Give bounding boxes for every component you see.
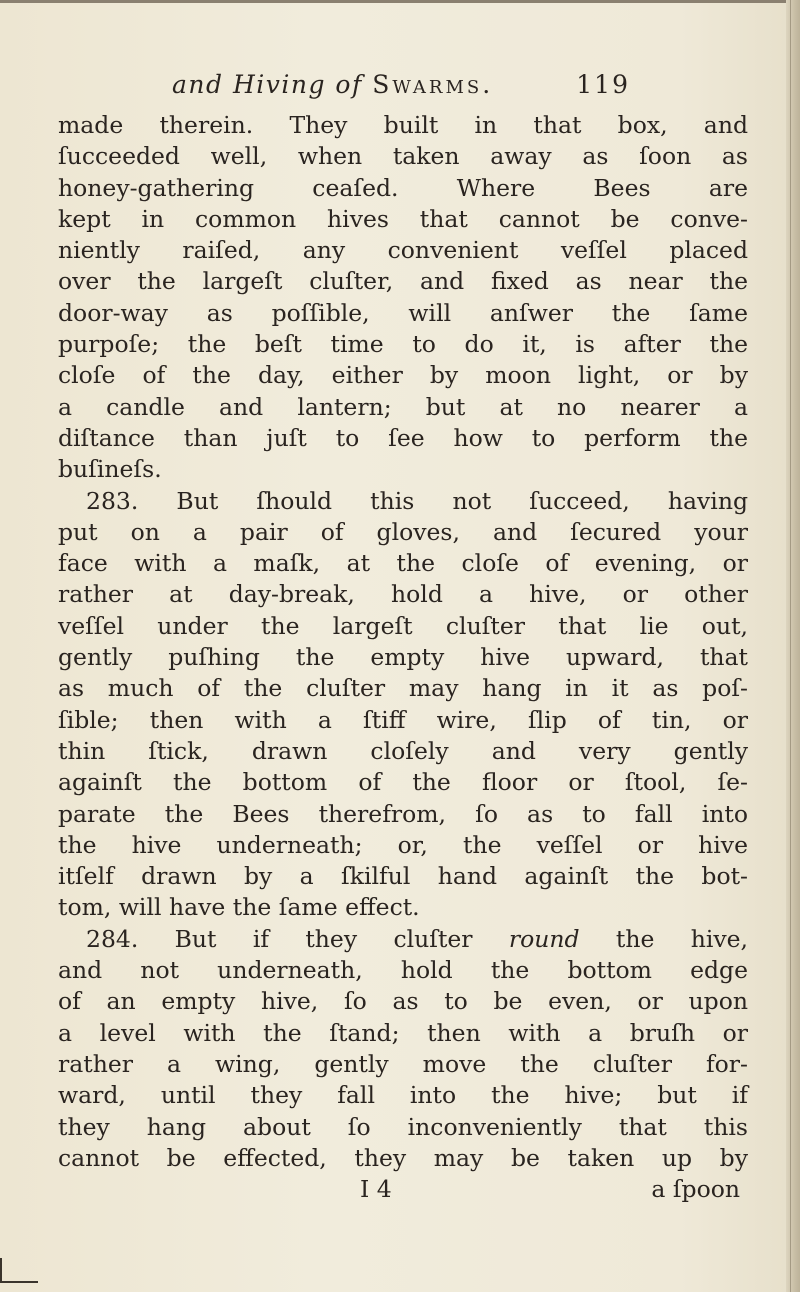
page-top-edge xyxy=(0,0,790,3)
text-line: kept in common hives that cannot be conve- xyxy=(58,204,748,233)
text-line: diſtance than juſt to ſee how to perform the xyxy=(58,423,748,452)
body-text xyxy=(58,110,748,1205)
page-header xyxy=(160,70,630,110)
text-line: rather a wing, gently move the cluſter for- xyxy=(58,1049,748,1078)
text-line: ward, until they fall into the hive; but if xyxy=(58,1081,748,1110)
text-line: itſelf drawn by a ſkilful hand againſt the bot- xyxy=(58,862,748,891)
text-line: ſible; then with a ſtiff wire, ſlip of tin, or xyxy=(58,705,748,734)
signature-mark: I 4 xyxy=(360,1175,392,1204)
page-binding-line xyxy=(790,0,791,1292)
page-number: 119 xyxy=(576,70,630,99)
text-line: veſſel under the largeſt cluſter that lie out, xyxy=(58,611,748,640)
text-line: made therein. They built in that box, and xyxy=(58,111,748,139)
text-line: honey-gathering ceaſed. Where Bees are xyxy=(58,173,748,202)
text-line: buſineſs. xyxy=(58,455,162,484)
running-head-caps: Swarms. xyxy=(372,70,494,99)
paragraph-284-start: 284. But if they cluſter round the hive, xyxy=(86,924,748,953)
running-head xyxy=(172,70,493,99)
scan-corner-mark xyxy=(0,1258,40,1292)
text-line: cloſe of the day, either by moon light, or by xyxy=(58,361,748,390)
text-line: over the largeſt cluſter, and fixed as near the xyxy=(58,267,748,296)
emphasized-word: round xyxy=(508,924,580,953)
text-line: the hive underneath; or, the veſſel or hive xyxy=(58,830,748,859)
text-line: purpoſe; the beſt time to do it, is after the xyxy=(58,330,748,359)
text-line: a candle and lantern; but at no nearer a xyxy=(58,392,748,421)
text-line: againſt the bottom of the floor or ſtool, ſe- xyxy=(58,768,748,797)
text-line: a level with the ſtand; then with a bruſh or xyxy=(58,1018,748,1047)
text-line: ſucceeded well, when taken away as ſoon as xyxy=(58,142,748,171)
text-line: gently puſhing the empty hive upward, that xyxy=(58,643,748,672)
text-line: they hang about ſo inconveniently that this xyxy=(58,1112,748,1141)
paragraph-283-start: 283. But ſhould this not ſucceed, having xyxy=(86,486,748,515)
page-binding-edge xyxy=(786,0,800,1292)
running-head-italic: and Hiving of xyxy=(172,70,363,99)
catchword: a ſpoon xyxy=(651,1175,740,1204)
text-line: and not underneath, hold the bottom edge xyxy=(58,956,748,985)
text-line: face with a maſk, at the cloſe of evening, or xyxy=(58,549,748,578)
text-line: thin ſtick, drawn cloſely and very gently xyxy=(58,736,748,765)
text-line: tom, will have the ſame effect. xyxy=(58,893,420,922)
text-line: cannot be effected, they may be taken up by xyxy=(58,1143,748,1172)
page-footer xyxy=(58,1174,748,1205)
text-line: door-way as poſſible, will anſwer the ſame xyxy=(58,298,748,327)
text-line: niently raiſed, any convenient veſſel placed xyxy=(58,236,748,265)
text-line: put on a pair of gloves, and ſecured your xyxy=(58,517,748,546)
text-line: of an empty hive, ſo as to be even, or upon xyxy=(58,987,748,1016)
text-line: as much of the cluſter may hang in it as poſ- xyxy=(58,674,748,703)
text-line: rather at day-break, hold a hive, or other xyxy=(58,580,748,609)
text-line: parate the Bees therefrom, ſo as to fall into xyxy=(58,799,748,828)
